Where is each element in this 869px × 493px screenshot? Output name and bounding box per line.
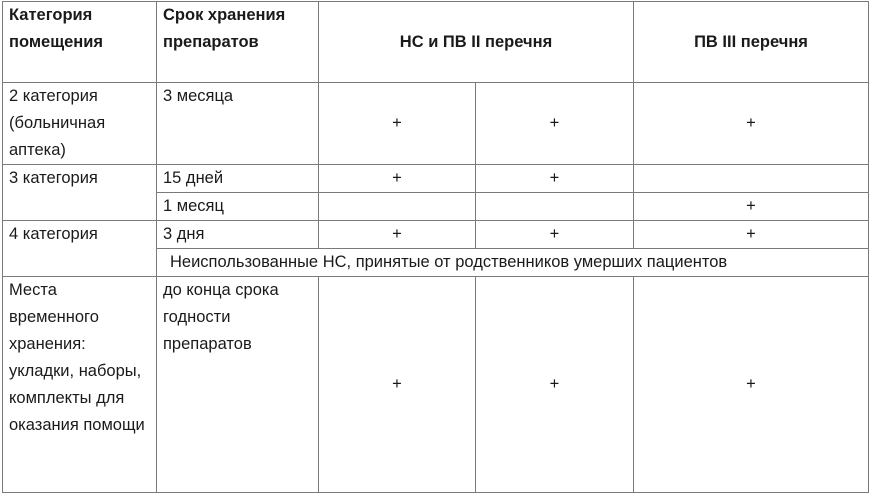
row-category: 3 категория bbox=[3, 165, 157, 221]
row-category: 2 категория (больничная аптека) bbox=[3, 83, 157, 165]
row-mark: + bbox=[319, 83, 476, 165]
header-ns-pv2: НС и ПВ II перечня bbox=[319, 2, 634, 83]
row-term: 1 месяц bbox=[157, 193, 319, 221]
header-category: Категория помещения bbox=[3, 2, 157, 83]
row-mark: + bbox=[319, 221, 476, 249]
row-term: 3 дня bbox=[157, 221, 319, 249]
header-term: Срок хранения препаратов bbox=[157, 2, 319, 83]
row-term: 3 месяца bbox=[157, 83, 319, 165]
header-row bbox=[3, 2, 869, 83]
table-row bbox=[3, 165, 869, 193]
row-mark bbox=[476, 193, 634, 221]
row-mark bbox=[319, 193, 476, 221]
row-mark: + bbox=[476, 165, 634, 193]
row-mark: + bbox=[319, 165, 476, 193]
row-term: 15 дней bbox=[157, 165, 319, 193]
row-term: до конца срока годности препаратов bbox=[157, 277, 319, 493]
row-mark: + bbox=[476, 277, 634, 493]
row-mark: + bbox=[634, 277, 869, 493]
row-category: 4 категория bbox=[3, 221, 157, 277]
deceased-patients-note: Неиспользованные НС, принятые от родственников умерших пациентов bbox=[157, 249, 869, 277]
table-row bbox=[3, 221, 869, 249]
row-mark: + bbox=[319, 277, 476, 493]
row-mark: + bbox=[634, 221, 869, 249]
row-mark: + bbox=[634, 193, 869, 221]
row-mark: + bbox=[476, 221, 634, 249]
row-mark: + bbox=[634, 83, 869, 165]
row-category: Места временного хранения: укладки, наборы, комплекты для оказания помощи bbox=[3, 277, 157, 493]
row-mark: + bbox=[476, 83, 634, 165]
table-row bbox=[3, 277, 869, 493]
row-mark bbox=[634, 165, 869, 193]
storage-table bbox=[2, 1, 869, 493]
header-pv3: ПВ III перечня bbox=[634, 2, 869, 83]
table-row bbox=[3, 83, 869, 165]
